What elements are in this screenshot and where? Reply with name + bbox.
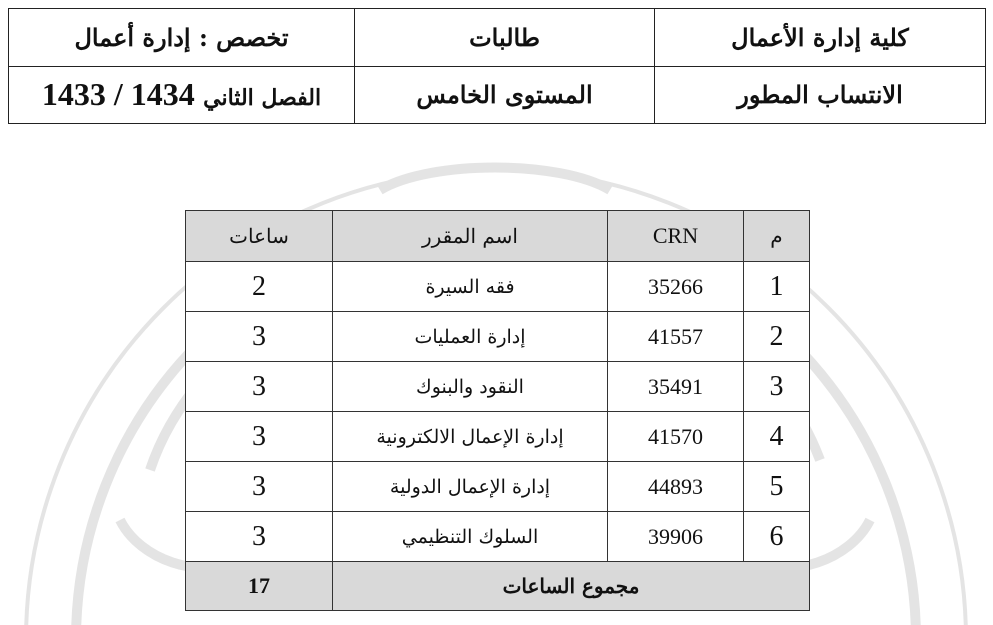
index-header: م — [744, 211, 810, 262]
course-index: 5 — [744, 462, 810, 512]
hours-header: ساعات — [186, 211, 333, 262]
course-hours: 3 — [186, 512, 333, 562]
course-hours: 2 — [186, 262, 333, 312]
section-cell: طالبات — [355, 9, 655, 67]
total-hours-value: 17 — [186, 562, 333, 611]
course-name-header: اسم المقرر — [333, 211, 608, 262]
semester-cell — [9, 66, 355, 124]
header-info-table — [8, 8, 986, 124]
total-hours-label: مجموع الساعات — [333, 562, 810, 611]
course-index: 6 — [744, 512, 810, 562]
course-name: إدارة الإعمال الالكترونية — [333, 412, 608, 462]
course-hours: 3 — [186, 362, 333, 412]
table-row — [186, 412, 810, 462]
course-crn: 44893 — [608, 462, 744, 512]
program-cell: الانتساب المطور — [655, 66, 986, 124]
header-row-2 — [9, 66, 986, 124]
course-hours: 3 — [186, 412, 333, 462]
semester-label: الفصل الثاني — [203, 85, 322, 112]
course-name: إدارة الإعمال الدولية — [333, 462, 608, 512]
course-index: 2 — [744, 312, 810, 362]
course-crn: 39906 — [608, 512, 744, 562]
course-hours: 3 — [186, 312, 333, 362]
academic-years: 1433 / 1434 — [41, 76, 195, 113]
course-index: 4 — [744, 412, 810, 462]
header-row-1 — [9, 9, 986, 67]
course-name: النقود والبنوك — [333, 362, 608, 412]
table-row — [186, 312, 810, 362]
level-cell: المستوى الخامس — [355, 66, 655, 124]
course-crn: 35266 — [608, 262, 744, 312]
course-name: إدارة العمليات — [333, 312, 608, 362]
table-row — [186, 462, 810, 512]
table-row — [186, 512, 810, 562]
specialization-cell: تخصص : إدارة أعمال — [9, 9, 355, 67]
course-crn: 41557 — [608, 312, 744, 362]
course-name: فقه السيرة — [333, 262, 608, 312]
college-cell: كلية إدارة الأعمال — [655, 9, 986, 67]
course-crn: 41570 — [608, 412, 744, 462]
course-index: 3 — [744, 362, 810, 412]
course-hours: 3 — [186, 462, 333, 512]
course-name: السلوك التنظيمي — [333, 512, 608, 562]
course-index: 1 — [744, 262, 810, 312]
crn-header: CRN — [608, 211, 744, 262]
courses-table — [185, 210, 810, 611]
courses-header-row — [186, 211, 810, 262]
table-row — [186, 262, 810, 312]
total-row — [186, 562, 810, 611]
table-row — [186, 362, 810, 412]
course-crn: 35491 — [608, 362, 744, 412]
